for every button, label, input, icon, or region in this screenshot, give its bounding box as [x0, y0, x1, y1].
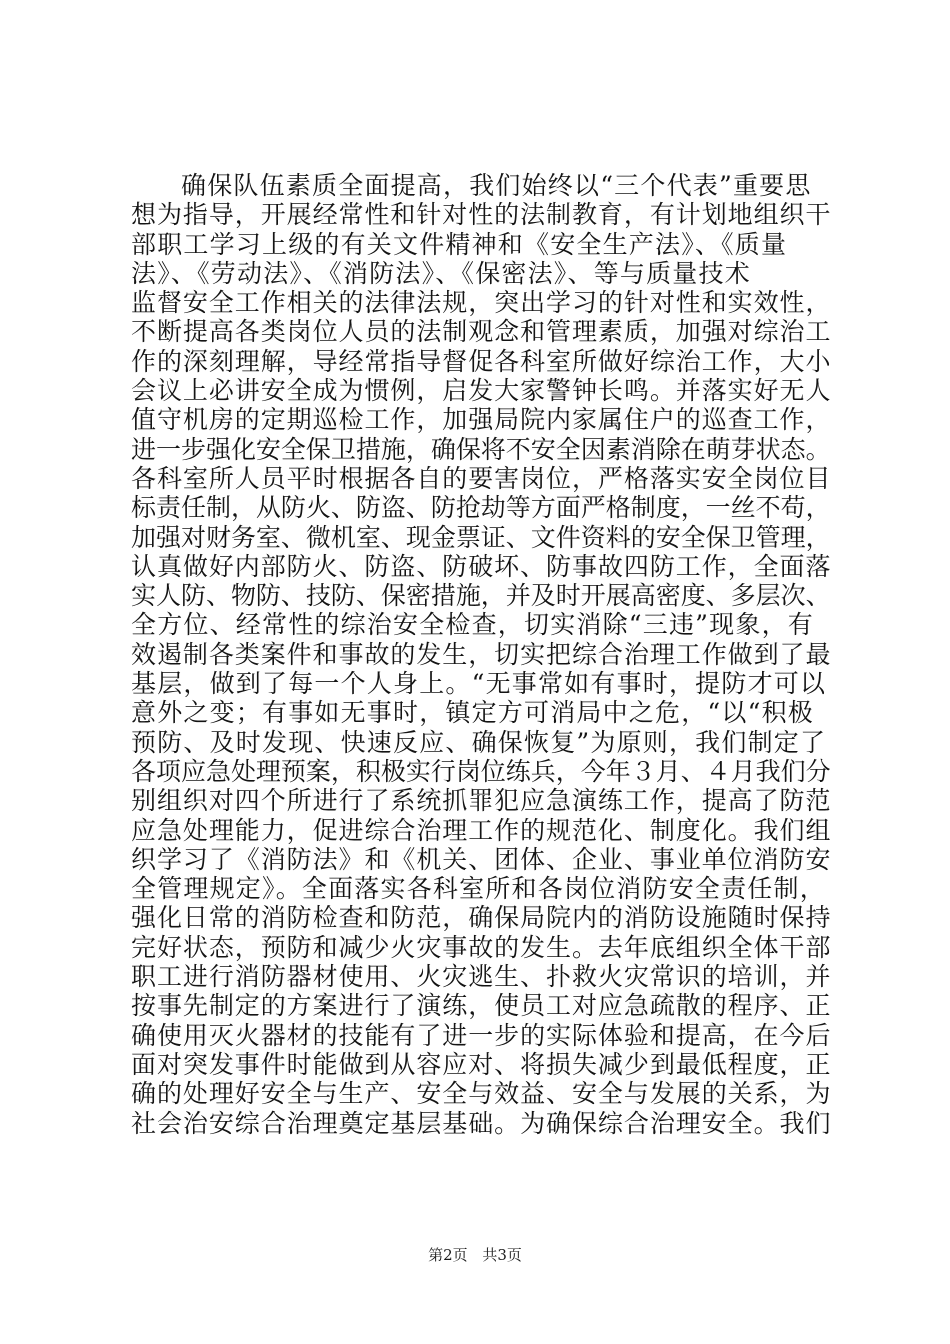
text-line: 确保队伍素质全面提高，我们始终以“三个代表”重要思 — [181, 171, 812, 200]
text-line: 进一步强化安全保卫措施，确保将不安全因素消除在萌芽状态。 — [131, 434, 831, 464]
text-line: 各项应急处理预案，积极实行岗位练兵，今年３月、４月我们分 — [131, 756, 831, 786]
text-line: 想为指导，开展经常性和针对性的法制教育，有计划地组织干 — [131, 200, 832, 230]
page-number: 第2页 — [428, 1246, 468, 1264]
text-line: 基层，做到了每一个人身上。“无事常如有事时，提防才可以 — [131, 669, 827, 699]
text-line: 效遏制各类案件和事故的发生，切实把综合治理工作做到了最 — [131, 639, 832, 669]
text-line: 强化日常的消防检查和防范，确保局院内的消防设施随时保持 — [131, 903, 832, 933]
text-line: 别组织对四个所进行了系统抓罪犯应急演练工作，提高了防范 — [131, 786, 832, 816]
text-line: 不断提高各类岗位人员的法制观念和管理素质，加强对综治工 — [131, 317, 832, 347]
page-total: 共3页 — [482, 1246, 522, 1264]
text-line: 织学习了《消防法》和《机关、团体、企业、事业单位消防安 — [131, 844, 832, 874]
text-line: 按事先制定的方案进行了演练，使员工对应急疏散的程序、正 — [131, 991, 832, 1021]
text-line: 会议上必讲安全成为惯例，启发大家警钟长鸣。并落实好无人 — [131, 376, 832, 406]
text-line: 社会治安综合治理奠定基层基础。为确保综合治理安全。我们 — [131, 1108, 832, 1138]
body-paragraph — [131, 171, 831, 1138]
text-line: 加强对财务室、微机室、现金票证、文件资料的安全保卫管理， — [131, 522, 831, 552]
text-line: 确的处理好安全与生产、安全与效益、安全与发展的关系，为 — [131, 1079, 832, 1109]
text-line: 实人防、物防、技防、保密措施，并及时开展高密度、多层次、 — [131, 581, 831, 611]
page-footer — [0, 1244, 950, 1265]
text-line: 各科室所人员平时根据各自的要害岗位，严格落实安全岗位目 — [131, 463, 832, 493]
text-line: 法》、《劳动法》、《消防法》、《保密法》、等与质量技术 — [131, 258, 751, 288]
text-line: 部职工学习上级的有关文件精神和《安全生产法》、《质量 — [131, 229, 788, 259]
text-line: 认真做好内部防火、防盗、防破坏、防事故四防工作，全面落 — [131, 551, 832, 581]
text-line: 标责任制，从防火、防盗、防抢劫等方面严格制度，一丝不苟， — [131, 493, 831, 523]
text-line: 完好状态，预防和减少火灾事故的发生。去年底组织全体干部 — [131, 932, 832, 962]
text-line: 职工进行消防器材使用、火灾逃生、扑救火灾常识的培训，并 — [131, 962, 832, 992]
text-line: 全方位、经常性的综治安全检查，切实消除“三违”现象，有 — [131, 610, 814, 640]
text-line: 值守机房的定期巡检工作，加强局院内家属住户的巡查工作， — [131, 405, 832, 435]
text-line: 全管理规定》。全面落实各科室所和各岗位消防安全责任制， — [131, 874, 826, 904]
text-line: 作的深刻理解，导经常指导督促各科室所做好综治工作，大小 — [131, 346, 832, 376]
text-line: 应急处理能力，促进综合治理工作的规范化、制度化。我们组 — [131, 815, 832, 845]
text-line: 监督安全工作相关的法律法规，突出学习的针对性和实效性， — [131, 288, 832, 318]
text-line: 预防、及时发现、快速反应、确保恢复”为原则，我们制定了 — [131, 727, 827, 757]
text-line: 确使用灭火器材的技能有了进一步的实际体验和提高，在今后 — [131, 1020, 832, 1050]
text-line: 意外之变；有事如无事时，镇定方可消局中之危，“以“积极 — [131, 698, 814, 728]
text-line: 面对突发事件时能做到从容应对、将损失减少到最低程度，正 — [131, 1049, 832, 1079]
